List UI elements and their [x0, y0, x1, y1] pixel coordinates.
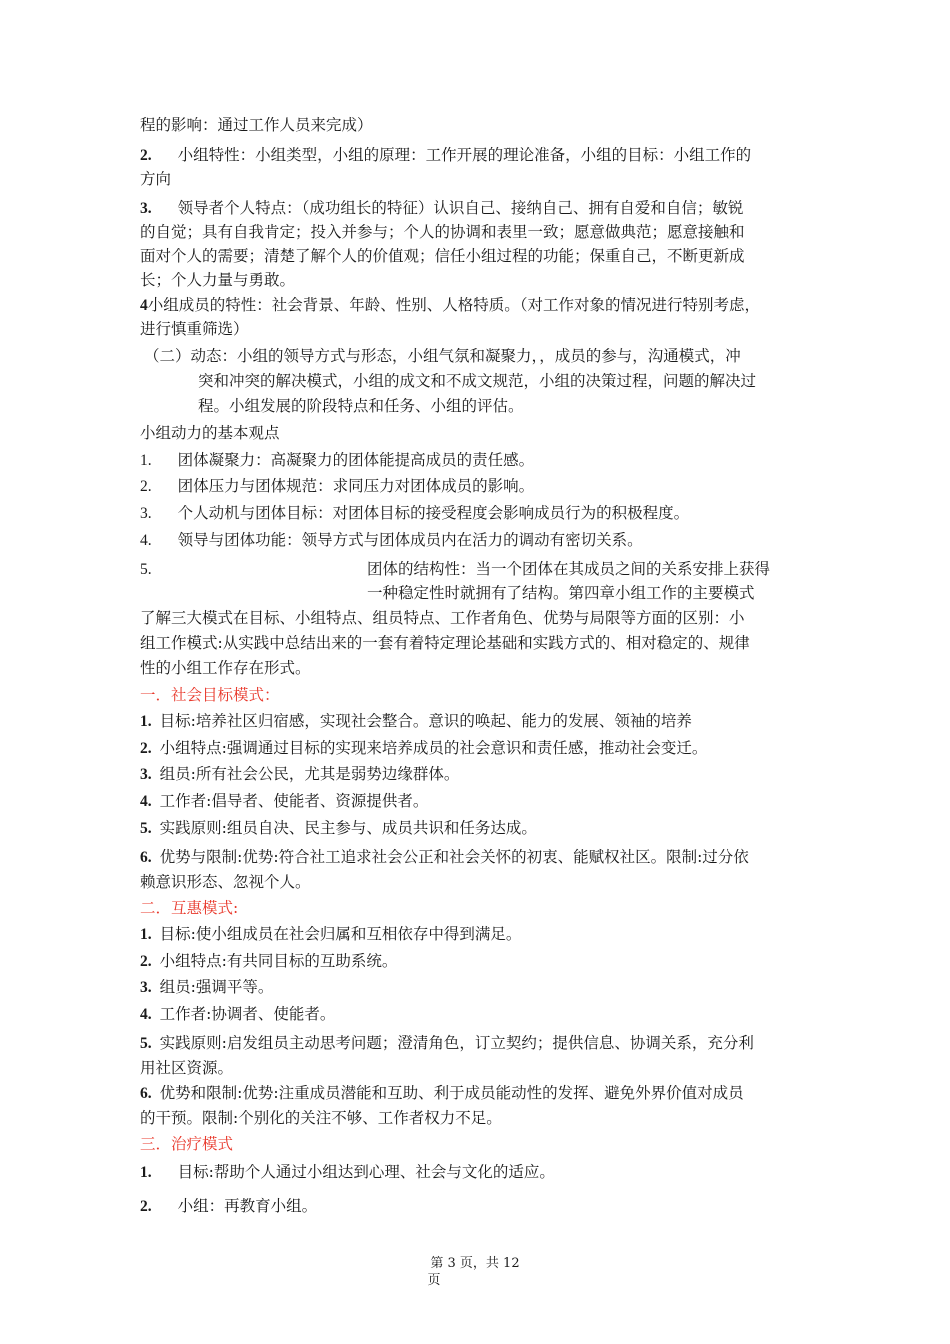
- list-item: [140, 789, 428, 814]
- list-number: 4.: [140, 1006, 152, 1023]
- text-line: [140, 113, 373, 137]
- text: 小组特性：小组类型，小组的原理：工作开展的理论准备，小组的目标：小组工作的: [177, 146, 752, 164]
- list-number: 3.: [140, 505, 152, 522]
- text: 的干预。限制:个别化的关注不够、工作者权力不足。: [140, 1109, 502, 1127]
- section-heading: [140, 896, 238, 920]
- list-item: [140, 293, 760, 318]
- list-number: 2.: [140, 953, 152, 970]
- text: 方向: [140, 170, 172, 188]
- list-number: 5.: [140, 820, 152, 837]
- text: 二．互惠模式:: [140, 899, 239, 917]
- list-number: 6.: [140, 1085, 152, 1102]
- section-heading: [140, 1132, 233, 1156]
- list-item: [140, 1194, 317, 1219]
- text-line: [140, 220, 745, 244]
- text: 团体凝聚力：高凝聚力的团体能提高成员的责任感。: [177, 451, 535, 469]
- text: 小组特点:强调通过目标的实现来培养成员的社会意识和责任感，推动社会变迁。: [159, 739, 708, 757]
- text-line: [367, 557, 770, 581]
- list-item: [140, 816, 537, 841]
- text: 小组动力的基本观点: [140, 424, 280, 442]
- page-footer: [0, 1255, 950, 1289]
- text: 优势和限制:优势:注重成员潜能和互助、利于成员能动性的发挥、避免外界价值对成员: [159, 1084, 744, 1102]
- text: 三．治疗模式: [140, 1135, 234, 1153]
- section-heading: [140, 421, 280, 445]
- text: 突和冲突的解决模式，小组的成文和不成文规范，小组的决策过程，问题的解决过: [198, 372, 757, 390]
- text-line: [140, 244, 745, 268]
- text: 一．社会目标模式：: [140, 686, 280, 704]
- text-line: [140, 870, 311, 894]
- list-number: 2.: [140, 147, 152, 164]
- text: 程的影响：通过工作人员来完成）: [140, 116, 373, 134]
- list-item: [140, 528, 643, 553]
- text: 组员:所有社会公民，尤其是弱势边缘群体。: [159, 765, 460, 783]
- text-line: [140, 631, 750, 655]
- text: 实践原则:启发组员主动思考问题；澄清角色，订立契约；提供信息、协调关系，充分利: [159, 1034, 754, 1052]
- list-item: [140, 736, 707, 761]
- text-line: [140, 606, 745, 630]
- text: 性的小组工作存在形式。: [140, 659, 311, 677]
- list-item: [140, 845, 749, 870]
- text-line: [140, 317, 249, 341]
- text: 用社区资源。: [140, 1059, 234, 1077]
- text: 目标:培养社区归宿感，实现社会整合。意识的唤起、能力的发展、领袖的培养: [159, 712, 692, 730]
- text-line: [367, 581, 755, 605]
- list-number: 4.: [140, 793, 152, 810]
- text: 领导者个人特点：（成功组长的特征）认识自己、接纳自己、拥有自爱和自信；敏锐: [177, 199, 744, 217]
- text: 小组特点:有共同目标的互助系统。: [159, 952, 398, 970]
- list-number: 2.: [140, 740, 152, 757]
- list-number: 1.: [140, 926, 152, 943]
- section-heading: [140, 683, 280, 707]
- text: 的自觉；具有自我肯定；投入并参与；个人的协调和表里一致；愿意做典范；愿意接触和: [140, 223, 745, 241]
- list-item: [140, 448, 534, 473]
- list-item: [140, 143, 751, 168]
- text: 长；个人力量与勇敢。: [140, 271, 296, 289]
- list-number: 1.: [140, 713, 152, 730]
- text: 组员:强调平等。: [159, 978, 274, 996]
- list-number: 3.: [140, 979, 152, 996]
- text: 了解三大模式在目标、小组特点、组员特点、工作者角色、优势与局限等方面的区别：小: [140, 609, 745, 627]
- list-number: 5.: [140, 1035, 152, 1052]
- text-line: [140, 1106, 502, 1130]
- text: 团体的结构性：当一个团体在其成员之间的关系安排上获得: [367, 560, 771, 578]
- list-number: 1.: [140, 452, 152, 469]
- text: （二）动态：小组的领导方式与形态，小组气氛和凝聚力，，成员的参与，沟通模式，冲: [144, 347, 741, 365]
- text: 工作者:倡导者、使能者、资源提供者。: [159, 792, 429, 810]
- text: 领导与团体功能：领导方式与团体成员内在活力的调动有密切关系。: [177, 531, 643, 549]
- text: 优势与限制:优势:符合社工追求社会公正和社会关怀的初衷、能赋权社区。限制:过分依: [159, 848, 749, 866]
- text-line: [140, 656, 311, 680]
- text: 面对个人的需要；清楚了解个人的价值观；信任小组过程的功能；保重自己，不断更新成: [140, 247, 745, 265]
- list-item: [140, 975, 273, 1000]
- page-number: 第 3 页，共 12: [430, 1256, 520, 1271]
- text: 工作者:协调者、使能者。: [159, 1005, 336, 1023]
- text: 目标:帮助个人通过小组达到心理、社会与文化的适应。: [177, 1163, 555, 1181]
- text: 小组：再教育小组。: [177, 1197, 318, 1215]
- list-number: 3.: [140, 766, 152, 783]
- list-item: [140, 1081, 744, 1106]
- text: 实践原则:组员自决、民主参与、成员共识和任务达成。: [159, 819, 537, 837]
- list-item: [140, 196, 743, 221]
- text: 个人动机与团体目标：对团体目标的接受程度会影响成员行为的积极程度。: [177, 504, 690, 522]
- list-item: [140, 1031, 754, 1056]
- list-item: [140, 501, 689, 526]
- list-number: 4: [140, 297, 148, 314]
- text-line: [198, 394, 524, 418]
- list-item: [140, 762, 459, 787]
- list-item: [140, 1160, 555, 1185]
- list-number: 2.: [140, 478, 152, 495]
- list-item: [140, 922, 521, 947]
- list-item: [140, 709, 692, 734]
- list-item: [140, 557, 152, 582]
- text-line: [198, 369, 756, 393]
- text: 进行慎重筛选）: [140, 320, 249, 338]
- text: 程。小组发展的阶段特点和任务、小组的评估。: [198, 397, 524, 415]
- list-item: [140, 474, 534, 499]
- list-number: 3.: [140, 200, 152, 217]
- text-line: [140, 1056, 233, 1080]
- text-line: [144, 344, 741, 368]
- text: 团体压力与团体规范：求同压力对团体成员的影响。: [177, 477, 535, 495]
- list-number: 4.: [140, 532, 152, 549]
- text: 组工作模式:从实践中总结出来的一套有着特定理论基础和实践方式的、相对稳定的、规律: [140, 634, 750, 652]
- list-item: [140, 949, 397, 974]
- page-number-continued: 页: [427, 1273, 441, 1288]
- text: 小组成员的特性：社会背景、年龄、性别、人格特质。（对工作对象的情况进行特别考虑，: [147, 296, 761, 314]
- list-number: 6.: [140, 849, 152, 866]
- text: 一种稳定性时就拥有了结构。第四章小组工作的主要模式: [367, 584, 755, 602]
- list-item: [140, 1002, 335, 1027]
- list-number: 1.: [140, 1164, 152, 1181]
- text: 赖意识形态、忽视个人。: [140, 873, 311, 891]
- text: 目标:使小组成员在社会归属和互相依存中得到满足。: [159, 925, 522, 943]
- text-line: [140, 268, 295, 292]
- list-number: 2.: [140, 1198, 152, 1215]
- text-line: [140, 167, 171, 191]
- list-number: 5.: [140, 561, 152, 578]
